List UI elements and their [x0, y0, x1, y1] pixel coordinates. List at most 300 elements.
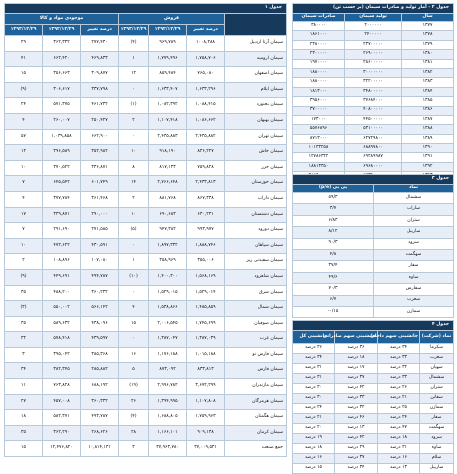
cell-value: ۹۹۳,۹۷۷	[187, 223, 225, 239]
row-label: سیمان دورود	[225, 223, 287, 239]
row-label: سهگمت	[420, 424, 454, 434]
row-label: ۱۳۸۹	[402, 134, 454, 143]
cell-value: ۱۷ درصد	[335, 364, 378, 374]
row-label: ۱۳۹۰	[402, 144, 454, 153]
table-row	[293, 434, 454, 444]
cell-value: ۲۴ درصد	[293, 404, 335, 414]
row-label: سیمان فارس	[225, 363, 287, 379]
cell-value: ۲	[119, 113, 149, 129]
row-label: سیمان شاهرود	[225, 269, 287, 285]
cell-value: ۳۶۰,۲۳۲	[81, 285, 119, 301]
cell-value: ۱,۷۵۹,۹۶۳	[187, 410, 225, 426]
cell-value: ۷	[5, 176, 43, 192]
table-row	[5, 441, 287, 457]
cell-value: ۲۹ درصد	[335, 444, 378, 454]
cell-value: (۴)	[119, 410, 149, 426]
cell-value: ۲۴	[5, 98, 43, 114]
table-row	[293, 272, 454, 283]
cell-value: ۳۸۰۰۰۰	[293, 22, 345, 31]
table-row	[5, 145, 287, 161]
cell-value: ۴۶۹,۸۳۳	[81, 51, 119, 67]
cell-value: ۴۸۸,۲۰۰	[43, 285, 81, 301]
column-header: جانشینی سهم داخلی	[378, 331, 420, 344]
column-header: نماد (شرکت)	[420, 331, 454, 344]
cell-value: ۳۶ درصد	[335, 344, 378, 354]
column-header: ۱۳۹۲/۱۲/۲۹	[149, 25, 187, 36]
cell-value: ۶۶۲,۹۰۰	[81, 129, 119, 145]
cell-value: ۱,۳۸۷,۰۴۷	[149, 332, 187, 348]
cell-value: ۱,۶۸۸,۸۰۵	[149, 410, 187, 426]
cell-value: ۶۲۷۲۹۸۰۰	[345, 134, 402, 143]
table-row	[293, 193, 454, 204]
row-label: ساوه	[420, 444, 454, 454]
cell-value: ۴۶ درصد	[335, 414, 378, 424]
cell-value: ۲۶۹۰۰۰۰۰	[345, 50, 402, 59]
cell-value: (۹)	[5, 82, 43, 98]
cell-value: ۵۹/۳	[293, 193, 374, 204]
cell-value: ۸۷۱۳۰۰۰	[293, 134, 345, 143]
cell-value: ۶۹۰,۶۸۳	[149, 207, 187, 223]
table-row	[5, 425, 287, 441]
cell-value: ۲۷۷,۴۳۰	[81, 36, 119, 52]
cell-value: ۴۲ درصد	[335, 434, 378, 444]
table-row	[5, 98, 287, 114]
cell-value: (۳)	[5, 301, 43, 317]
row-label: ۱۳۹۱	[402, 153, 454, 162]
cell-value: ۴۹۳,۷۸۷	[81, 410, 119, 426]
cell-value: ۷۵۹,۸۲۸	[187, 160, 225, 176]
row-label: سیمان خزر	[225, 160, 287, 176]
cell-value: ۶۴۵,۵۴۲	[43, 176, 81, 192]
cell-value: ۳۷ درصد	[335, 374, 378, 384]
row-label: ۱۳۸۲	[402, 68, 454, 77]
cell-value: ۲۹۰,۰۰۰	[81, 207, 119, 223]
cell-value: ۱۲,۴۷۶,۸۲۰	[43, 441, 81, 457]
cell-value: ۱,۷۴۵,۶۹۹	[187, 316, 225, 332]
row-label: سیمان آرتا اردبیل	[225, 36, 287, 52]
cell-value: ۲۳۷۰۰۰۰۰	[345, 40, 402, 49]
cell-value: ۱۰۱۳۳۲۵۸	[293, 144, 345, 153]
cell-value: ۱,۰۳۹,۸۵۸	[43, 129, 81, 145]
cell-value: ۲۵۰,۴۲۷	[81, 113, 119, 129]
cell-value: ۳۲	[5, 332, 43, 348]
row-label: ساربیل	[374, 227, 454, 238]
inventory-group-header: موجودی مواد و کالا	[5, 14, 119, 25]
cell-value: ۲۸۶۰۰۰۰۰	[345, 59, 402, 68]
table-row	[293, 284, 454, 295]
cell-value: ۳۶ درصد	[293, 344, 335, 354]
cell-value: ۱,۶۳۳,۲۹۶	[187, 82, 225, 98]
cell-value: ۳۷۰,۵۲۲	[43, 160, 81, 176]
table-row	[293, 50, 454, 59]
cell-value: ۱,۱۰۷,۴۱۸	[149, 113, 187, 129]
table-row	[293, 464, 454, 474]
cell-value: ۷۶۵,۰۸۰	[187, 67, 225, 83]
table-row	[5, 113, 287, 129]
row-label: سیمان خاش	[225, 145, 287, 161]
column-header: سال	[402, 14, 454, 22]
cell-value: ۸۶۷,۳۳۸	[187, 191, 225, 207]
table-row	[293, 354, 454, 364]
cell-value: ۱۸ درصد	[335, 354, 378, 364]
cell-value: ۱,۵۲۹,۰۱۴	[187, 285, 225, 301]
cell-value: ۱۰	[5, 238, 43, 254]
table-row	[293, 22, 454, 31]
cell-value: ۱۸۸۰۰۰۰	[293, 78, 345, 87]
column-header: ۱۳۹۲/۱۲/۲۹	[43, 25, 81, 36]
cell-value: ۳۰۰۰۰۰۰۰	[345, 68, 402, 77]
cell-value: ۴	[119, 301, 149, 317]
cell-value: ۳۱ درصد	[293, 374, 335, 384]
cell-value: ۳۰۶,۶۱۷	[43, 82, 81, 98]
cell-value: ۲,۴۳۳,۸۱۳	[187, 176, 225, 192]
cell-value: ۳۹۵,۰۴۲	[43, 347, 81, 363]
cell-value: (۵)	[119, 223, 149, 239]
cell-value: ۱۶	[119, 347, 149, 363]
cell-value: ۱۹ درصد	[293, 434, 335, 444]
cell-value: ۱۷	[5, 207, 43, 223]
table-row	[5, 67, 287, 83]
cell-value: ۳۳ درصد	[378, 354, 420, 364]
cell-value: ۴۰۸۰۰۰۰۰	[345, 106, 402, 115]
row-label: سیمان غرب	[225, 332, 287, 348]
cell-value: ۳۷۰۰۰۰۰	[293, 106, 345, 115]
cell-value: ۲۳۸۰۰۰۰	[293, 40, 345, 49]
cell-value: ۱۰۷,۰۸۰	[81, 254, 119, 270]
row-label: سفانن	[420, 394, 454, 404]
table-row	[5, 176, 287, 192]
cell-value: ۳۹۵۶۰۰۰	[293, 97, 345, 106]
table-row	[293, 215, 454, 226]
cell-value: ۳۸۵,۳۶۸	[81, 347, 119, 363]
table-row	[293, 115, 454, 124]
cell-value: ۱۳ درصد	[378, 464, 420, 474]
table-row	[293, 204, 454, 215]
cell-value: ۱۰	[5, 160, 43, 176]
cell-value: ۸۸۱,۷۶۸	[149, 191, 187, 207]
row-label: ۱۳۸۰	[402, 50, 454, 59]
cell-value: ۰/۱۵-	[293, 306, 374, 317]
row-label: سیمان شمال	[225, 301, 287, 317]
row-label: سیمان شرق	[225, 285, 287, 301]
cell-value: ۳۶۲,۳۳۲	[43, 36, 81, 52]
cell-value: ۳۳۹,۸۷۱	[43, 207, 81, 223]
cell-value: ۳۴ درصد	[335, 464, 378, 474]
cell-value: ۱۵	[5, 441, 43, 457]
cell-value: (۴)	[119, 36, 149, 52]
cell-value: ۹۱۸,۱۹۰	[149, 145, 187, 161]
table-row	[293, 68, 454, 77]
row-label: سیمان صوفیان	[225, 316, 287, 332]
table-row	[293, 227, 454, 238]
table-row	[5, 223, 287, 239]
cell-value: ۱۸ درصد	[293, 444, 335, 454]
cell-value: ۸	[119, 160, 149, 176]
cell-value: ۳۳ درصد	[378, 374, 420, 384]
cell-value: ۱,۵۶۸,۱۶۹	[187, 269, 225, 285]
row-label: سیمان اصفهان	[225, 67, 287, 83]
cell-value: ۳۵۶,۶۶۳	[43, 67, 81, 83]
cell-value: ۰	[119, 129, 149, 145]
cell-value: ۵۵۰,۰۰۲	[43, 301, 81, 317]
cell-value: (۱۰)	[119, 269, 149, 285]
column-header: نماد	[374, 185, 454, 193]
cell-value: ۳۷,۹۶۳,۷۸۰	[149, 441, 187, 457]
cell-value: ۲۰ درصد	[293, 424, 335, 434]
row-label: سیمان سپاهان	[225, 238, 287, 254]
production-export-table	[292, 3, 454, 182]
cell-value: ۳۸۲,۳۴۵	[43, 363, 81, 379]
cell-value: ۱,۳۸۷,۰۳۹	[187, 332, 225, 348]
cell-value: ۲,۷۶۶,۶۴۸	[149, 176, 187, 192]
column-header: جانشینی سهم صادراتی	[335, 331, 378, 344]
cell-value: ۴۲ درصد	[335, 384, 378, 394]
cell-value: ۳۵۸,۹۶۹	[149, 254, 187, 270]
cell-value: ۹۰/۳	[293, 238, 374, 249]
cell-value: ۹۴۷,۳۸۲	[149, 223, 187, 239]
cell-value: ۴۹۴,۷۸۷	[81, 269, 119, 285]
row-label: ساوه	[374, 272, 454, 283]
row-label: ۱۳۸۱	[402, 59, 454, 68]
cell-value: ۰	[119, 285, 149, 301]
cell-value: ۵۶۶,۱۴۲	[81, 301, 119, 317]
cell-value: ۴۳۸,۰۹۶	[81, 316, 119, 332]
row-label: ۱۳۷۸	[402, 31, 454, 40]
table-row	[5, 316, 287, 332]
cell-value: ۵۳۱۰۰۰۰۰	[345, 125, 402, 134]
cell-value: ۱	[119, 51, 149, 67]
cell-value: ۱۵ درصد	[293, 464, 335, 474]
cell-value: ۴۷۲,۶۲۲	[43, 238, 81, 254]
column-header: درصد تغییر	[81, 25, 119, 36]
row-label: سشمال	[374, 193, 454, 204]
cell-value: ۱۹۷۰۰۰۰	[293, 59, 345, 68]
cell-value: ۸۳۶,۲۲۷	[187, 145, 225, 161]
cell-value: ۱,۳۹۴,۹۹۵	[149, 394, 187, 410]
cell-value: ۳۳۶,۸۷۱	[81, 160, 119, 176]
cell-value: ۵۷۸,۴۱۸	[43, 332, 81, 348]
cell-value: ۳۷۷,۷۸۴	[43, 191, 81, 207]
row-label: سیمان کرمان	[225, 425, 287, 441]
cell-value: ۱۰,۸۱۴,۱۳۱	[81, 441, 119, 457]
cell-value: ۴	[5, 191, 43, 207]
row-label: سیمان فارس نو	[225, 347, 287, 363]
cell-value: ۱,۸۸۸,۷۴۶	[187, 238, 225, 254]
row-label: ۱۳۸۶	[402, 106, 454, 115]
row-label: سفارس	[374, 284, 454, 295]
table4-caption: جدول ۴	[293, 321, 454, 331]
cell-value: ۲۶۸,۶۲۶	[81, 425, 119, 441]
cell-value: ۳۰ درصد	[293, 384, 335, 394]
column-header: صادرات سیمان	[293, 14, 345, 22]
cell-value: ۸۱۷,۱۳۳	[149, 160, 187, 176]
table-row	[293, 59, 454, 68]
table-row	[5, 129, 287, 145]
cell-value: ۱,۰۸۶,۶۶۲	[187, 113, 225, 129]
table-row	[293, 249, 454, 260]
column-header: ۱۳۹۳/۱۲/۲۹	[5, 25, 43, 36]
cell-value: ۳۵	[5, 425, 43, 441]
row-label: سهپان	[420, 364, 454, 374]
row-label: سیمان بهبهان	[225, 113, 287, 129]
cell-value: ۳۹۶,۵۸۹	[43, 145, 81, 161]
cell-value: ۹۶۹,۷۸۹	[149, 36, 187, 52]
cell-value: ۱۴	[119, 176, 149, 192]
table-row	[5, 207, 287, 223]
table-row	[5, 379, 287, 395]
table-row	[5, 394, 287, 410]
cell-value: ۳,۶۷۲,۲۹۹	[187, 379, 225, 395]
row-label: سیمان هگمتان	[225, 410, 287, 426]
cell-value: ۱,۸۹۷,۳۳۲	[149, 238, 187, 254]
cell-value: ۳۲۲۰۰۰۰۰	[345, 78, 402, 87]
cell-value: ۰	[119, 82, 149, 98]
cell-value: ۳۵	[5, 285, 43, 301]
cell-value: ۵۷۱,۳۷۵	[43, 98, 81, 114]
column-header: جانشینی کل	[293, 331, 335, 344]
cell-value: ۱	[119, 254, 149, 270]
table-row	[293, 374, 454, 384]
cell-value: ۸/۱۲	[293, 227, 374, 238]
table-row	[5, 254, 287, 270]
cell-value: ۳۲ درصد	[378, 364, 420, 374]
table-row	[293, 404, 454, 414]
table-row	[293, 454, 454, 464]
cell-value: ۴۷ درصد	[378, 424, 420, 434]
cell-value: ۲	[119, 191, 149, 207]
column-header: درصد تغییر	[187, 25, 225, 36]
cell-value: ۳۳۷,۷۹۸	[81, 82, 119, 98]
cell-value: ۳۶۱,۴۶۸	[81, 191, 119, 207]
table-row	[5, 285, 287, 301]
row-label: سیمان ایلام	[225, 82, 287, 98]
row-label: سمازن	[420, 404, 454, 414]
cell-value: ۱,۱۰۷,۸۰۸	[187, 394, 225, 410]
cell-value: ۲۰۰۰۰۰۰	[345, 22, 402, 31]
table-row	[293, 394, 454, 404]
table-row	[5, 332, 287, 348]
table-row	[293, 144, 454, 153]
cell-value: ۲۵ درصد	[378, 404, 420, 414]
row-label: سیمان داراب	[225, 191, 287, 207]
cell-value: ۳۷ درصد	[335, 454, 378, 464]
cell-value: ۶/۸۳	[293, 215, 374, 226]
cell-value: ۱,۴۰۰,۳۰۰	[149, 269, 187, 285]
cell-value: ۱,۱۶۶,۱۰۱	[149, 425, 187, 441]
cell-value: ۵	[119, 363, 149, 379]
cell-value: ۳۴	[5, 363, 43, 379]
table-row	[293, 134, 454, 143]
cell-value: ۱,۰۸۲,۳۹۲	[149, 98, 187, 114]
row-label: سفار	[374, 261, 454, 272]
cell-value: ۳۶۰,۳۳۲	[81, 394, 119, 410]
table-row	[293, 238, 454, 249]
cell-value: ۴۳۹,۵۹۷	[81, 332, 119, 348]
cell-value: ۷	[5, 223, 43, 239]
row-label: ستران	[420, 384, 454, 394]
cell-value: ۱۸ درصد	[378, 434, 420, 444]
cell-value: ۲۴ درصد	[378, 414, 420, 424]
table-row	[293, 384, 454, 394]
cell-value: ۲۹	[5, 36, 43, 52]
cell-value: ۳۰ درصد	[293, 394, 335, 404]
row-label: سیمان بجنورد	[225, 98, 287, 114]
cell-value: ۲	[5, 254, 43, 270]
cell-value: ۱۶ درصد	[378, 454, 420, 464]
cell-value: (۱۹)	[119, 379, 149, 395]
cell-value: ۲۶۰,۰۰۷	[43, 113, 81, 129]
cell-value: ۴۴۵۰۰۰۰۰	[345, 115, 402, 124]
cell-value: ۲,۰۰۶,۵۴۵	[149, 316, 187, 332]
cell-value: ۰	[119, 238, 149, 254]
row-label: سرود	[374, 238, 454, 249]
table-row	[293, 106, 454, 115]
table-row	[293, 125, 454, 134]
row-label: سکرما	[420, 344, 454, 354]
cell-value: (۱)	[119, 98, 149, 114]
cell-value: ۱۸	[5, 410, 43, 426]
cell-value: ۳۰۹,۸۷۷	[81, 67, 119, 83]
table-row	[293, 444, 454, 454]
row-label: سیمان مازندران	[225, 379, 287, 395]
cell-value: ۶۰۱,۷۴۹	[81, 176, 119, 192]
cell-value: ۳۷۶۸۴۰۰۰	[345, 97, 402, 106]
row-label: ۱۳۷۷	[402, 22, 454, 31]
row-label: سغرب	[374, 295, 454, 306]
column-header: تولید سیمان	[345, 14, 402, 22]
table-row	[293, 261, 454, 272]
row-label: سهگمت	[374, 249, 454, 260]
cell-value: ۱۷۳۰۰۰	[293, 115, 345, 124]
cell-value: ۳	[119, 441, 149, 457]
cell-value: ۲,۴۳۵,۸۸۲	[187, 129, 225, 145]
cell-value: ۱۲	[5, 145, 43, 161]
cell-value: ۳۱ درصد	[378, 444, 420, 454]
cell-value: ۴۱	[5, 51, 43, 67]
table-row	[5, 238, 287, 254]
cell-value: ۱۱	[5, 379, 43, 395]
cell-value: ۲,۴۳۵,۸۸۳	[149, 129, 187, 145]
row-label: ۱۳۸۸	[402, 125, 454, 134]
cell-value: ۲۸	[119, 425, 149, 441]
cell-value: ۲۳۰۰۰۰۰	[293, 50, 345, 59]
cell-value: ۱۸۶۱۰۰۰	[293, 31, 345, 40]
row-label: ۱۳۸۴	[402, 87, 454, 96]
pe-ratio-table	[292, 174, 454, 318]
table-row	[293, 295, 454, 306]
cell-value: ۲۴۰۰۰۰۰	[345, 31, 402, 40]
cell-value: ۳۴ درصد	[293, 354, 335, 364]
cell-value: ۳۷/۴	[293, 261, 374, 272]
row-label: ۱۳۹۲	[402, 162, 454, 171]
cell-value: ۳۴ درصد	[378, 344, 420, 354]
table-row	[293, 40, 454, 49]
table-row	[5, 191, 287, 207]
row-label: ۱۳۸۵	[402, 97, 454, 106]
cell-value: ۱۰	[119, 207, 149, 223]
cell-value: ۱۰۰۸,۲۸۸	[187, 36, 225, 52]
table-row	[293, 31, 454, 40]
table-row	[293, 424, 454, 434]
table-row	[293, 78, 454, 87]
cell-value: ۶/۷	[293, 295, 374, 306]
cell-value: ۱۲	[119, 67, 149, 83]
cell-value: ۴۹/۶	[293, 272, 374, 283]
row-label: ۱۳۷۹	[402, 40, 454, 49]
row-label: سلام	[420, 454, 454, 464]
column-header: ۱۳۹۳/۱۲/۲۹	[119, 25, 149, 36]
cell-value: ۳۲ درصد	[335, 404, 378, 414]
